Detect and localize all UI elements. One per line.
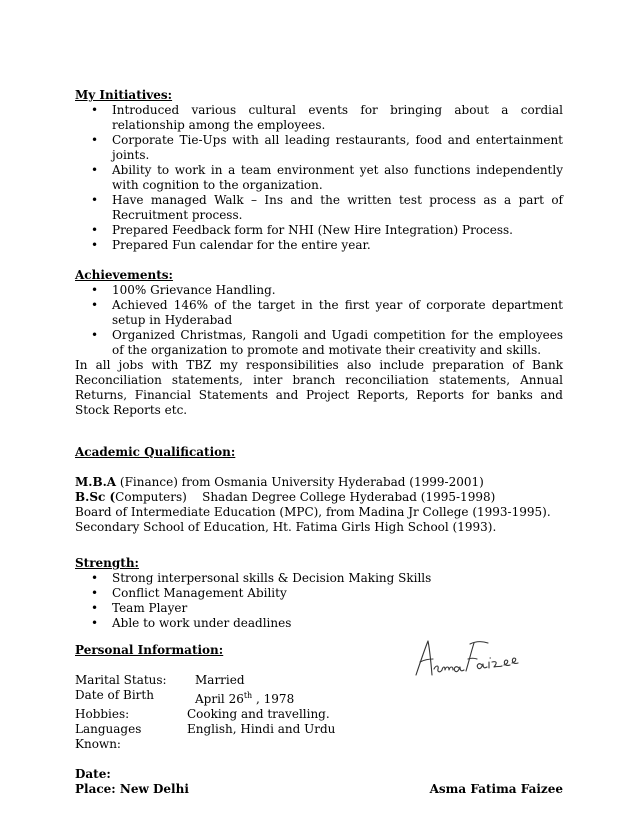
qualification-mba-details: (Finance) from Osmania University Hyderabad (1999-2001) [116,475,484,489]
date-of-birth-label: Date of Birth [75,688,154,702]
list-item: • Team Player [112,601,563,616]
list-item: • Conflict Management Ability [112,586,563,601]
achievements-list [75,283,563,358]
achievements-heading: Achievements: [75,268,173,282]
list-item: • Able to work under deadlines [112,616,563,631]
languages-label: Languages Known: [75,722,142,751]
marital-status-value: Married [195,673,245,687]
hobbies-row [75,707,563,722]
spacer [75,253,563,268]
date-of-birth-row [75,688,563,707]
qualification-bsc-degree: B.Sc ( [75,490,116,504]
achievements-paragraph: In all jobs with TBZ my responsibilities also include preparation of Bank Reconciliation statements, inter branch reconciliation statements, Annual Returns, Financial Statements and Project Reports, Reports for banks and Stock Reports etc. [75,358,563,417]
list-item: • Ability to work in a team environment yet also functions independently with cognition to the organization. [112,163,563,193]
hobbies-value: Cooking and travelling. [187,707,330,721]
date-label: Date: [75,767,111,781]
list-item: • Prepared Feedback form for NHI (New Hire Integration) Process. [112,223,563,238]
footer-row [75,782,563,797]
dob-year: , 1978 [252,692,295,706]
list-item: • Achieved 146% of the target in the first year of corporate department setup in Hyderabad [112,298,563,328]
spacer [75,433,563,445]
qualification-bsc [75,490,563,505]
hobbies-label: Hobbies: [75,707,130,721]
date-of-birth-value [187,688,294,707]
list-item: • Corporate Tie-Ups with all leading restaurants, food and entertainment joints. [112,133,563,163]
qualification-bsc-details: Computers) Shadan Degree College Hyderabad (1995-1998) [115,490,496,504]
qualification-secondary: Secondary School of Education, Ht. Fatima Girls High School (1993). [75,520,497,534]
list-item: • Have managed Walk – Ins and the written test process as a part of Recruitment process. [112,193,563,223]
list-item: • Introduced various cultural events for bringing about a cordial relationship among the employees. [112,103,563,133]
qualification-mba-degree: M.B.A [75,475,117,489]
languages-value: English, Hindi and Urdu [187,722,336,736]
signature-image [412,635,532,681]
marital-status-label: Marital Status: [75,673,167,687]
personal-heading: Personal Information: [75,643,224,657]
place-label: Place: New Delhi [75,782,189,796]
initiatives-heading: My Initiatives: [75,88,173,102]
languages-row [75,722,563,752]
dob-suffix: th [243,691,253,700]
list-item: • 100% Grievance Handling. [112,283,563,298]
strength-heading: Strength: [75,556,139,570]
list-item: • Strong interpersonal skills & Decision Making Skills [112,571,563,586]
dob-day: April 26 [195,692,244,706]
spacer [75,535,563,550]
strength-list [75,571,563,631]
qualification-intermediate: Board of Intermediate Education (MPC), from Madina Jr College (1993-1995). [75,505,551,519]
academic-heading: Academic Qualification: [75,445,236,459]
list-item: • Prepared Fun calendar for the entire year. [112,238,563,253]
applicant-name: Asma Fatima Faizee [429,782,563,796]
resume-page [75,88,563,797]
list-item: • Organized Christmas, Rangoli and Ugadi competition for the employees of the organization to promote and motivate their creativity and skills. [112,328,563,358]
qualification-mba [75,475,563,490]
spacer [75,460,563,475]
spacer [75,752,563,767]
initiatives-list [75,103,563,253]
spacer [75,418,563,433]
